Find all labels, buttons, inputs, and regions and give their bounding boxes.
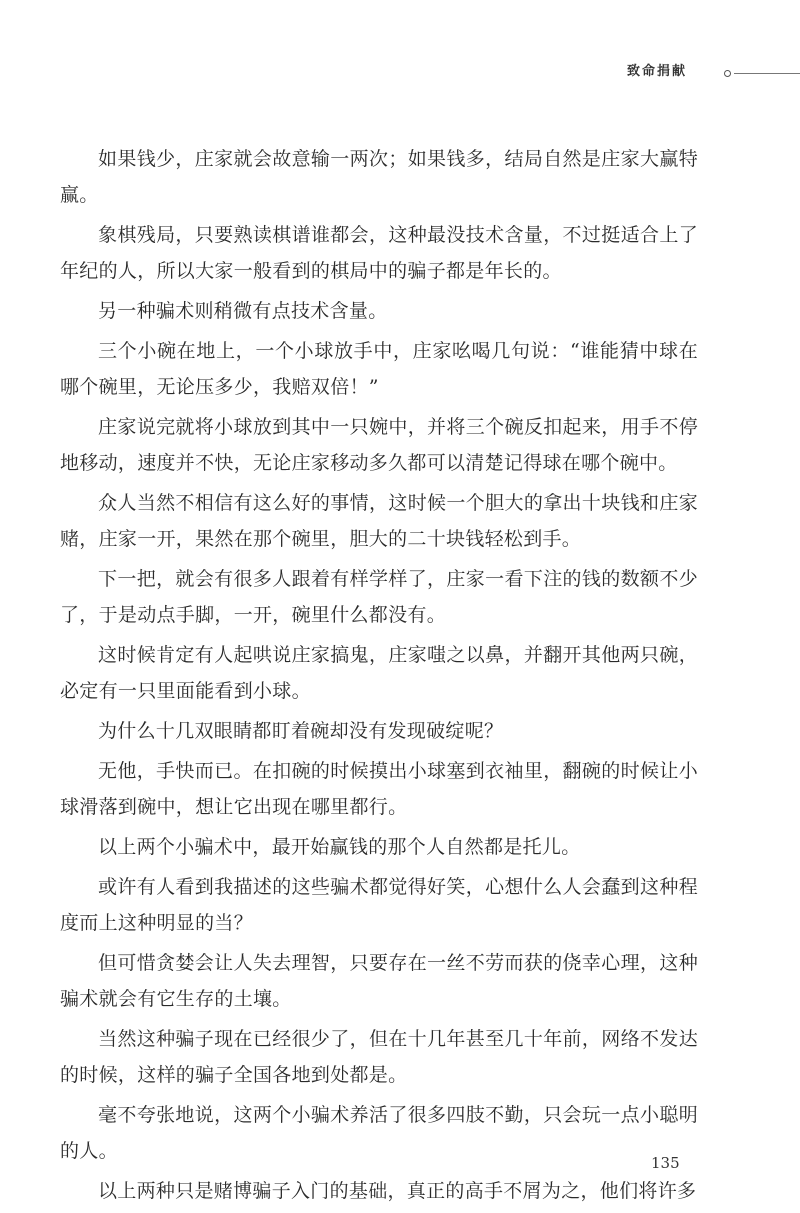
paragraph: 这时候肯定有人起哄说庄家搞鬼，庄家嗤之以鼻，并翻开其他两只碗，必定有一只里面能看到小球。 [60,644,698,702]
paragraph: 象棋残局，只要熟读棋谱谁都会，这种最没技术含量，不过挺适合上了年纪的人，所以大家一般看到的棋局中的骗子都是年长的。 [60,224,698,282]
paragraph: 如果钱少，庄家就会故意输一两次；如果钱多，结局自然是庄家大赢特赢。 [60,148,698,206]
paragraph: 但可惜贪婪会让人失去理智，只要存在一丝不劳而获的侥幸心理，这种骗术就会有它生存的土壤。 [60,952,698,1010]
paragraph: 庄家说完就将小球放到其中一只婉中，并将三个碗反扣起来，用手不停地移动，速度并不快，无论庄家移动多久都可以清楚记得球在哪个碗中。 [60,416,698,474]
running-header [0,56,800,86]
running-header-title: 致命捐献 [627,64,688,79]
paragraph: 无他，手快而已。在扣碗的时候摸出小球塞到衣袖里，翻碗的时候让小球滑落到碗中，想让它出现在哪里都行。 [60,760,698,818]
header-rule-ornament [724,70,800,78]
paragraph: 下一把，就会有很多人跟着有样学样了，庄家一看下注的钱的数额不少了，于是动点手脚，一开，碗里什么都没有。 [60,568,698,626]
paragraph: 以上两个小骗术中，最开始赢钱的那个人自然都是托儿。 [98,836,581,858]
paragraph: 众人当然不相信有这么好的事情，这时候一个胆大的拿出十块钱和庄家赌，庄家一开，果然在那个碗里，胆大的二十块钱轻松到手。 [60,492,698,550]
paragraph: 另一种骗术则稍微有点技术含量。 [98,300,388,322]
paragraph: 当然这种骗子现在已经很少了，但在十几年甚至几十年前，网络不发达的时候，这样的骗子全国各地到处都是。 [60,1028,698,1086]
paragraph: 以上两种只是赌博骗子入门的基础，真正的高手不屑为之，他们将许多 [98,1180,697,1202]
header-rule-line [734,73,800,74]
page-number: 135 [651,1154,680,1172]
paragraph: 毫不夸张地说，这两个小骗术养活了很多四肢不勤，只会玩一点小聪明的人。 [60,1104,698,1162]
body-text [60,141,698,1213]
paragraph: 三个小碗在地上，一个小球放手中，庄家吆喝几句说：“谁能猜中球在哪个碗里，无论压多少，我赔双倍！” [60,340,698,398]
paragraph: 或许有人看到我描述的这些骗术都觉得好笑，心想什么人会蠢到这种程度而上这种明显的当？ [60,876,698,934]
paragraph: 为什么十几双眼睛都盯着碗却没有发现破绽呢？ [98,720,504,742]
circle-icon [724,70,731,77]
